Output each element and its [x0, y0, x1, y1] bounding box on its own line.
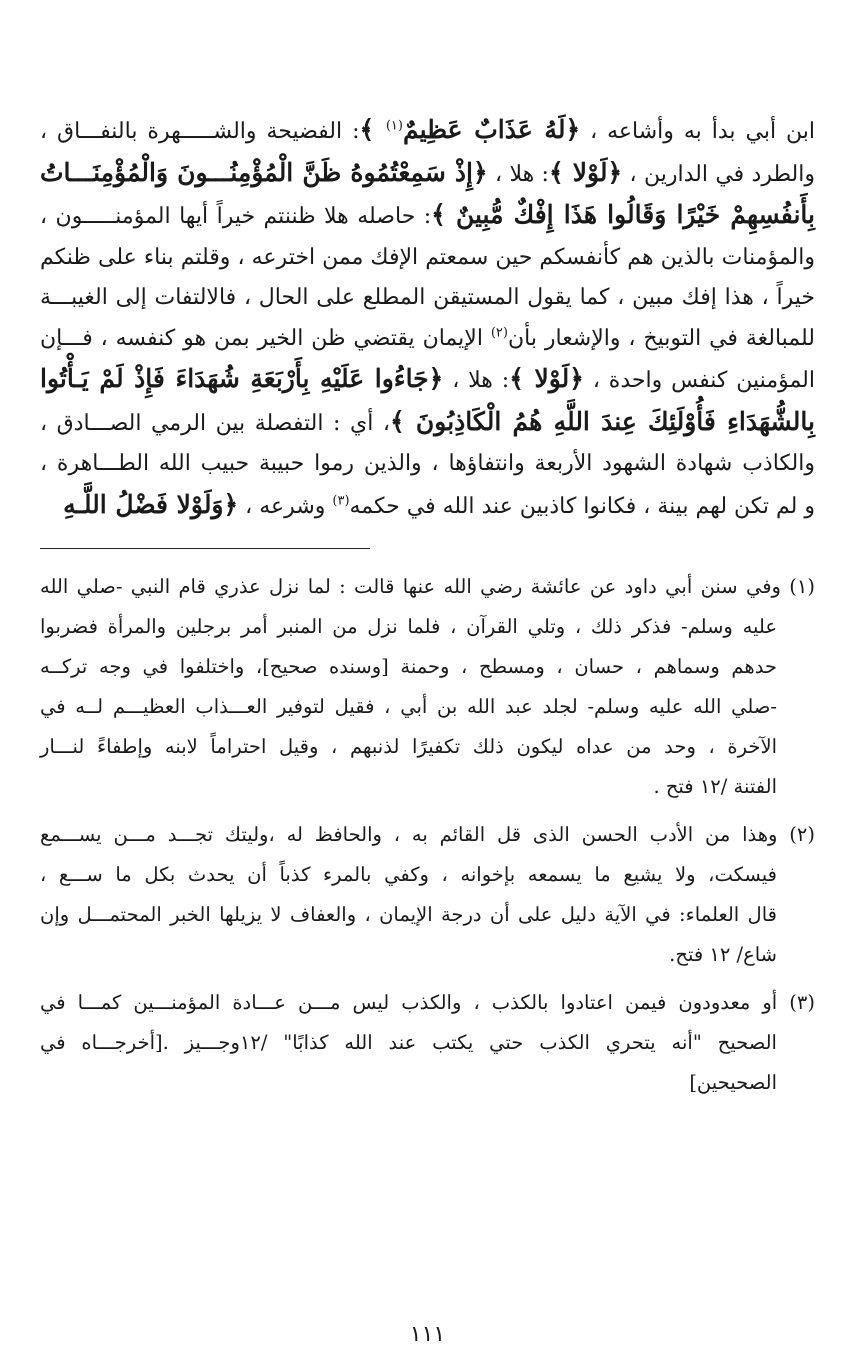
commentary-text: الإيمان يقتضي ظن الخير بمن هو كنفسه ، فـــإن [40, 325, 491, 351]
footnote-line: الصحيحين] [689, 1071, 777, 1094]
footnote [40, 815, 815, 975]
page-content [40, 110, 815, 1111]
main-text-line [40, 359, 815, 402]
quran-verse: ﴾ [359, 115, 386, 144]
page-number: ١١١ [409, 1322, 446, 1347]
main-text-line [40, 195, 815, 238]
commentary-text: والكاذب شهادة الشهود الأربعة وانتفاؤها ، والذين رموا حبيبة حبيب الله الطـــاهرة ، [40, 451, 815, 476]
footnote-line: (٢) وهذا من الأدب الحسن الذى قل القائم به ، والحافظ له ،وليتك تجـــد مـــن يســـمع [40, 823, 815, 846]
footnote-separator [40, 548, 370, 549]
footnote-line: الصحيح "أنه يتحري الكذب حتي يكتب عند الله كذابًا" /١٢وجـــيز .[أخرجـــاه في [40, 1031, 777, 1054]
main-text [40, 110, 815, 527]
footnote [40, 983, 815, 1103]
footnote-line: شاع/ ١٢ فتح. [669, 943, 777, 966]
footnote-line: الآخرة ، وحد من عداه ليكون ذلك تكفيرًا لذنبهم ، وقيل احتراماً لابنه وإطفاءً لنـــار [40, 735, 777, 758]
quran-verse: بِالشُّهَدَاءِ فَأُوْلَئِكَ عِندَ اللَّهِ هُمُ الْكَاذِبُونَ ﴾ [390, 406, 815, 436]
footnotes [40, 567, 815, 1103]
footnote-line: حدهم وسماهم ، حسان ، ومسطح ، وحمنة [وسنده صحيح]، واختلفوا في وجه تركــه [40, 655, 777, 678]
commentary-text: : الفضيحة والشـــــهرة بالنفـــاق ، [40, 119, 360, 144]
footnote-ref: (١) [385, 118, 403, 134]
commentary-text: والمؤمنات بالذين هم كأنفسكم حين سمعتم الإفك ممن اخترعه ، وقلتم بناء على ظنكم [40, 244, 815, 270]
footnote-line: الفتنة /١٢ فتح . [653, 775, 777, 798]
commentary-text: ابن أبي بدأ به وأشاعه ، [580, 119, 815, 144]
footnote-ref: (٢) [490, 325, 508, 341]
quran-verse: ﴿لَوْلا ﴾ [548, 157, 623, 187]
quran-verse: ﴿لَوْلا ﴾ [509, 364, 584, 393]
commentary-text: والطرد في الدارين ، [622, 161, 815, 187]
commentary-text: : هلا ، [443, 368, 510, 393]
main-text-line [40, 319, 815, 360]
commentary-text: للمبالغة في التوبيخ ، والإشعار بأن [507, 325, 816, 351]
main-text-line [40, 110, 815, 153]
quran-verse: ﴿وَلَوْلا فَضْلُ اللَّـهِ [63, 489, 239, 519]
commentary-text: : هلا ، [487, 161, 549, 187]
quran-verse: ﴿جَاءُوا عَلَيْهِ بِأَرْبَعَةِ شُهَدَاءَ فَإِذْ لَمْ يَـأْتُوا [40, 364, 444, 393]
main-text-line [40, 278, 815, 319]
footnote-line: (١) وفي سنن أبي داود عن عائشة رضي الله عنها قالت : لما نزل عذري قام النبي -صلي الله [40, 575, 815, 598]
footnote-line: (٣) أو معدودون فيمن اعتادوا بالكذب ، والكذب ليس مـــن عـــادة المؤمنـــين كمـــا في [40, 991, 815, 1014]
footnote-line: قال العلماء: في الآية دليل على أن درجة الإيمان ، والعفاف لا يزيلها الخبر المحتمـــل وإن [40, 903, 777, 926]
footnote-line: فيسكت، ولا يشيع ما يسمعه بإخوانه ، وكفي بالمرء كذباً أن يحدث بكل ما ســـع ، [40, 863, 777, 886]
commentary-text: خيراً ، هذا إفك مبين ، كما يقول المستيقن المطلع على الحال ، فالالتفات إلى الغيبـــة [40, 285, 815, 310]
commentary-text: و لم تكن لهم بينة ، فكانوا كاذبين عند الله في حكمه [349, 493, 815, 519]
commentary-text: المؤمنين كنفس واحدة ، [583, 368, 815, 393]
footnote-ref: (٣) [332, 493, 350, 509]
commentary-text: وشرعه ، [238, 493, 333, 519]
quran-verse: بِأَنفُسِهِمْ خَيْرًا وَقَالُوا هَذَا إِفْكٌ مُّبِينٌ ﴾ [431, 200, 815, 229]
main-text-line [40, 485, 815, 528]
main-text-line [40, 444, 815, 485]
commentary-text: : حاصله هلا ظننتم خيراً أيها المؤمنـــــون ، [40, 204, 432, 229]
quran-verse: ﴿لَهُ عَذَابٌ عَظِيمٌ [402, 115, 581, 144]
main-text-line [40, 153, 815, 196]
footnote-line: -صلي الله عليه وسلم- لجلد عبد الله بن أبي ، فقيل لتوفير العـــذاب العظيـــم لــه في [40, 695, 777, 718]
quran-verse: ﴿إِذْ سَمِعْتُمُوهُ ظَنَّ الْمُؤْمِنُـــونَ وَالْمُؤْمِنَـــاتُ [40, 157, 488, 187]
commentary-text: ، أي : التفصلة بين الرمي الصـــادق ، [40, 410, 390, 436]
footnote-line: عليه وسلم- فذكر ذلك ، وتلي القرآن ، فلما نزل من المنبر أمر برجلين والمرأة فضربوا [40, 615, 777, 638]
footnote [40, 567, 815, 807]
main-text-line [40, 402, 815, 445]
main-text-line [40, 238, 815, 279]
